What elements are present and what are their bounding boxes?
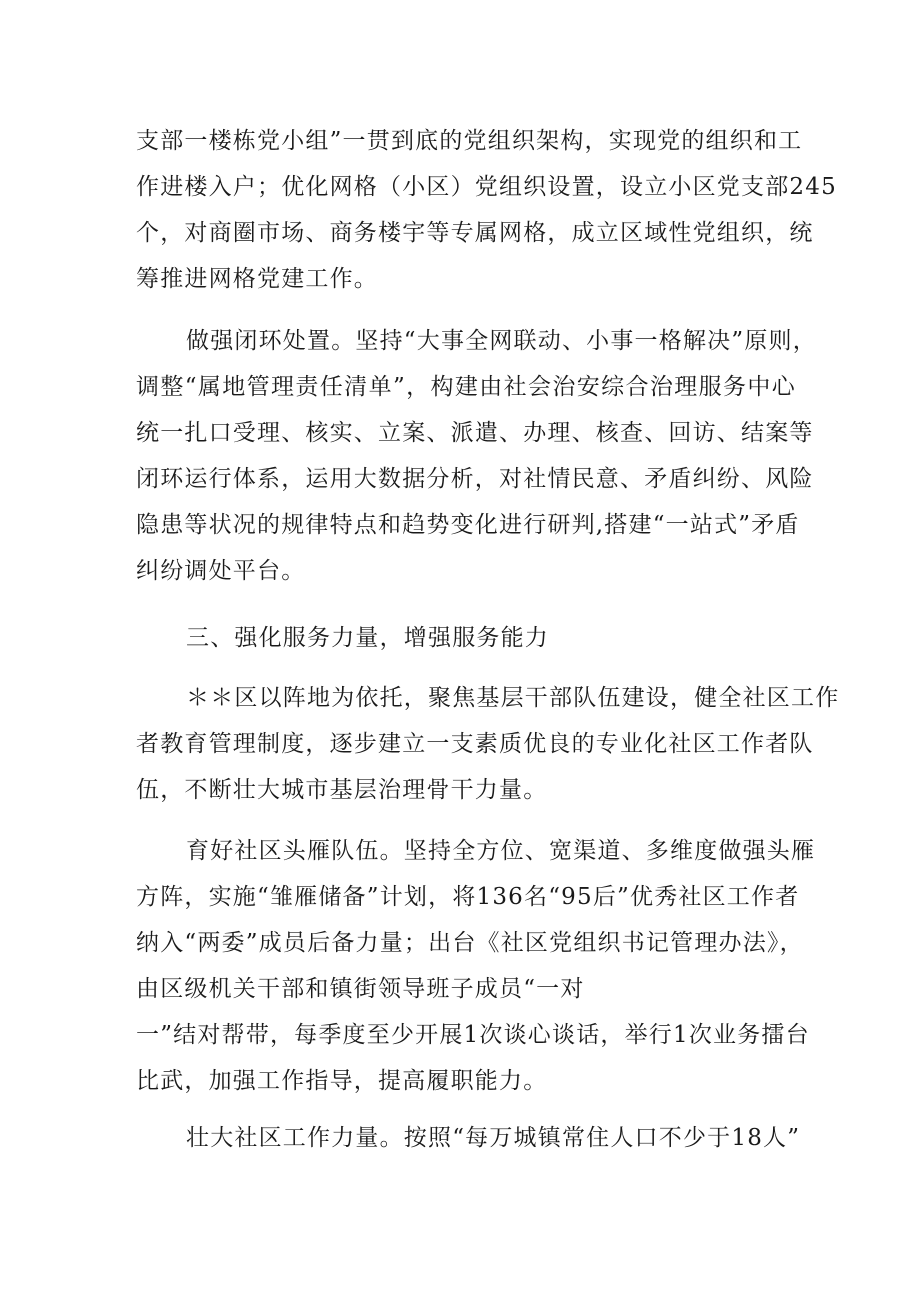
text-line: 统一扎口受理、核实、立案、派遣、办理、核查、回访、结案等 xyxy=(136,420,814,446)
text-line: 隐患等状况的规律特点和趋势变化进行研判,搭建“一站式”矛盾 xyxy=(136,512,800,538)
text-line: 纠纷调处平台。 xyxy=(136,558,306,584)
text-line: ＊＊区以阵地为依托，聚焦基层干部队伍建设，健全社区工作 xyxy=(186,685,840,711)
text-line: 壮大社区工作力量。按照“每万城镇常住人口不少于18人” xyxy=(186,1125,801,1151)
text-line: 闭环运行体系，运用大数据分析，对社情民意、矛盾纠纷、风险 xyxy=(136,466,814,492)
section-heading xyxy=(136,615,796,661)
paragraph-party-structure xyxy=(136,118,837,302)
text-line: 纳入“两委”成员后备力量；出台《社区党组织书记管理办法》， xyxy=(136,930,804,956)
text-line: 作进楼入户；优化网格（小区）党组织设置，设立小区党支部245 xyxy=(136,174,837,200)
text-line: 一”结对帮带，每季度至少开展1次谈心谈话，举行1次业务擂台 xyxy=(136,1022,810,1048)
paragraph-district-overview xyxy=(136,675,840,813)
text-line: 筹推进网格党建工作。 xyxy=(136,266,378,292)
text-line: 个，对商圈市场、商务楼宇等专属网格，成立区域性党组织，统 xyxy=(136,220,814,246)
paragraph-closed-loop xyxy=(136,318,817,594)
text-line: 由区级机关干部和镇街领导班子成员“一对 xyxy=(136,976,585,1002)
text-line: 伍，不断壮大城市基层治理骨干力量。 xyxy=(136,777,548,803)
text-line: 比武，加强工作指导，提高履职能力。 xyxy=(136,1068,548,1094)
text-line: 方阵，实施“雏雁储备”计划，将136名“95后”优秀社区工作者 xyxy=(136,884,800,910)
paragraph-lead-geese xyxy=(136,828,816,1104)
paragraph-community-strength xyxy=(136,1115,801,1161)
text-line: 做强闭环处置。坚持“大事全网联动、小事一格解决”原则， xyxy=(186,328,817,354)
text-line: 支部一楼栋党小组”一贯到底的党组织架构，实现党的组织和工 xyxy=(136,128,803,154)
text-line: 育好社区头雁队伍。坚持全方位、宽渠道、多维度做强头雁 xyxy=(186,838,816,864)
text-line: 者教育管理制度，逐步建立一支素质优良的专业化社区工作者队 xyxy=(136,731,814,757)
heading-text: 三、强化服务力量，增强服务能力 xyxy=(186,625,549,651)
text-line: 调整“属地管理责任清单”，构建由社会治安综合治理服务中心 xyxy=(136,374,796,400)
